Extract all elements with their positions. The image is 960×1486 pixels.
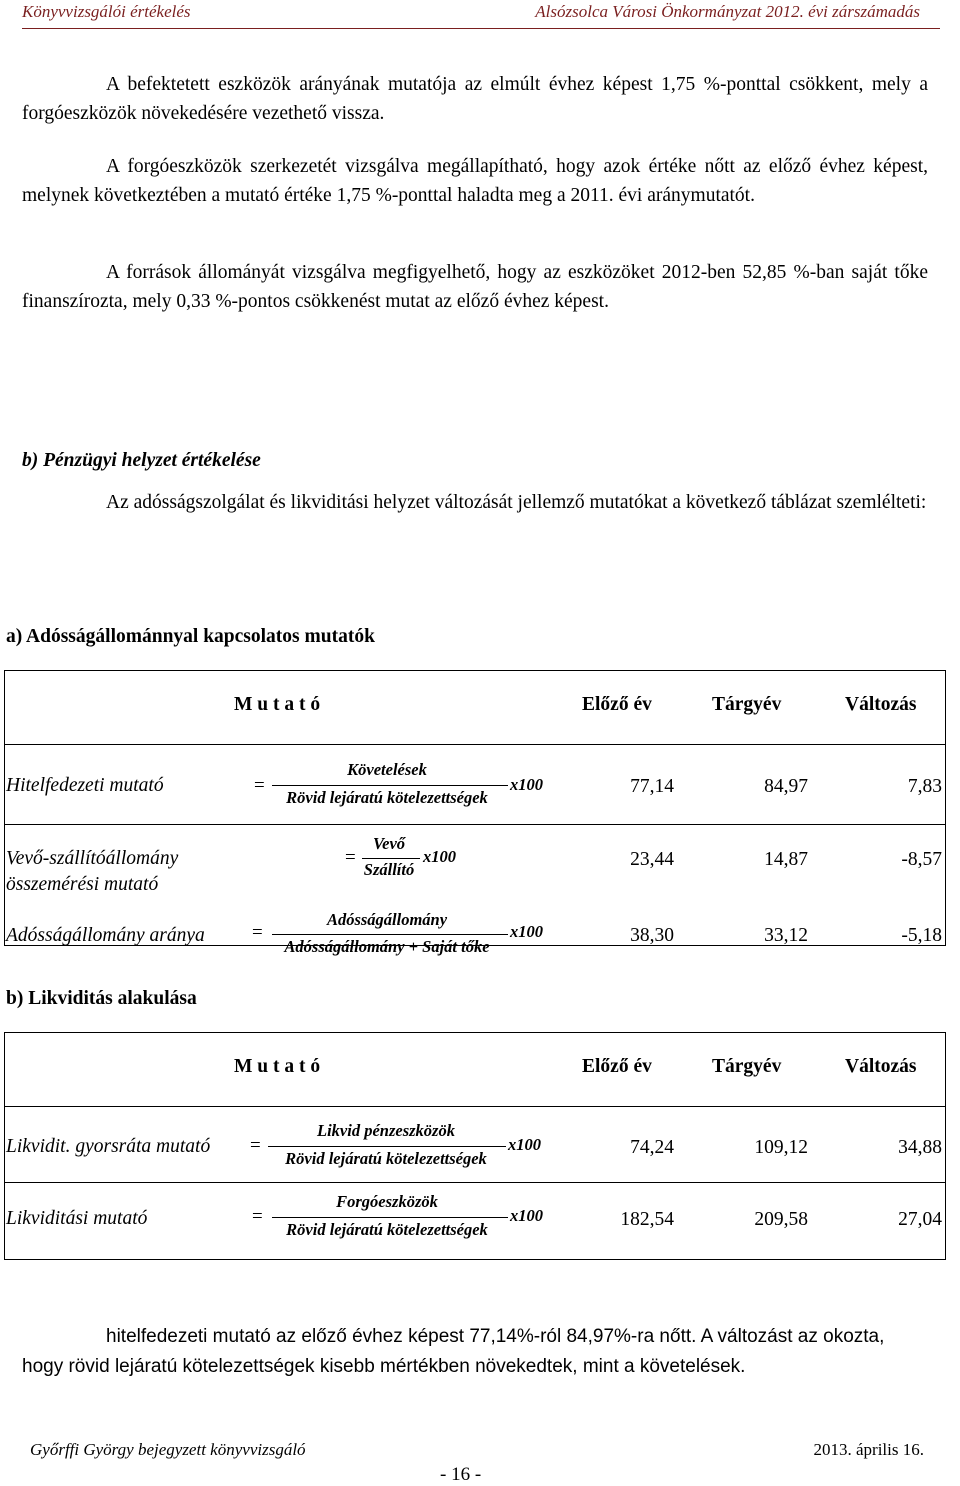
formula-eq: = bbox=[252, 922, 263, 943]
formula-eq: = bbox=[250, 1135, 261, 1156]
header-left: Könyvvizsgálói értékelés bbox=[22, 2, 191, 21]
paragraph-4: Az adósságszolgálat és likviditási helyzet változását jellemző mutatókat a következő táblázat szemlélteti: bbox=[106, 492, 927, 513]
table-b-col-prev: Előző év bbox=[582, 1056, 652, 1077]
fraction-line bbox=[272, 1217, 508, 1218]
value-change: 27,04 bbox=[898, 1209, 942, 1230]
footer-author: Győrffi György bejegyzett könyvvizsgáló bbox=[30, 1440, 306, 1459]
fraction-line bbox=[272, 785, 508, 786]
header-right: Alsózsolca Városi Önkormányzat 2012. évi zárszámadás bbox=[535, 2, 920, 21]
value-change: 34,88 bbox=[898, 1137, 942, 1158]
formula-numerator: Likvid pénzeszközök bbox=[317, 1121, 455, 1140]
formula-denominator: Szállító bbox=[363, 860, 415, 879]
paragraph-2: A forgóeszközök szerkezetét vizsgálva megállapítható, hogy azok értéke nőtt az előző évhez képest, melynek következtében a mutató értéke 1,75 %-ponttal haladta meg a 2011. évi aránymutatót. bbox=[22, 156, 928, 206]
formula-numerator: Vevő bbox=[372, 834, 406, 853]
row-label: Vevő-szállítóállomány bbox=[6, 848, 179, 869]
table-a-row-rule bbox=[4, 824, 946, 825]
formula-multiplier: x100 bbox=[510, 1206, 543, 1225]
formula-numerator: Adósságállomány bbox=[326, 910, 448, 929]
table-b-row-rule bbox=[4, 1182, 946, 1183]
formula-eq: = bbox=[254, 775, 265, 796]
header-rule bbox=[22, 28, 940, 29]
row-label: Adósságállomány aránya bbox=[6, 925, 205, 946]
paragraph-1: A befektetett eszközök arányának mutatója az elmúlt évhez képest 1,75 %-ponttal csökkent, mely a forgóeszközök növekedésére vezethető vissza. bbox=[22, 74, 928, 124]
fraction-line bbox=[362, 858, 420, 859]
formula-denominator: Rövid lejáratú kötelezettségek bbox=[286, 788, 488, 807]
table-a-col-change: Változás bbox=[845, 694, 917, 715]
formula-eq: = bbox=[345, 847, 356, 868]
table-a-col-mutato: M u t a t ó bbox=[234, 694, 321, 715]
formula-numerator: Forgóeszközök bbox=[336, 1192, 438, 1211]
row-label: Likvidit. gyorsráta mutató bbox=[6, 1136, 211, 1157]
row-label: Likviditási mutató bbox=[6, 1208, 148, 1229]
formula-multiplier: x100 bbox=[510, 775, 543, 794]
formula-denominator: Rövid lejáratú kötelezettségek bbox=[285, 1149, 487, 1168]
value-prev: 77,14 bbox=[630, 776, 674, 797]
value-prev: 38,30 bbox=[630, 925, 674, 946]
formula-multiplier: x100 bbox=[423, 847, 456, 866]
footer-date: 2013. április 16. bbox=[813, 1440, 924, 1459]
row-label: Hitelfedezeti mutató bbox=[6, 775, 164, 796]
value-curr: 84,97 bbox=[764, 776, 808, 797]
page-number: - 16 - bbox=[440, 1464, 482, 1485]
paragraph-5: hitelfedezeti mutató az előző évhez képest 77,14%-ról 84,97%-ra nőtt. A változást az okozta, hogy rövid lejáratú kötelezettségek kisebb mértékben növekedtek, mint a követelések. bbox=[22, 1326, 885, 1377]
table-a-header-rule bbox=[4, 744, 946, 745]
paragraph-3: A források állományát vizsgálva megfigyelhető, hogy az eszközöket 2012-ben 52,85 %-ban saját tőke finanszírozta, mely 0,33 %-pontos csökkenést mutat az előző évhez képest. bbox=[22, 262, 928, 312]
value-change: 7,83 bbox=[907, 776, 942, 797]
table-b-header-rule bbox=[4, 1106, 946, 1107]
formula-denominator: Adósságállomány + Saját tőke bbox=[284, 937, 490, 956]
formula-multiplier: x100 bbox=[510, 922, 543, 941]
table-a-heading: a) Adósságállománnyal kapcsolatos mutatók bbox=[6, 626, 375, 647]
section-b-heading: b) Pénzügyi helyzet értékelése bbox=[22, 450, 261, 471]
formula-denominator: Rövid lejáratú kötelezettségek bbox=[286, 1220, 488, 1239]
table-b-col-curr: Tárgyév bbox=[712, 1056, 782, 1077]
value-curr: 14,87 bbox=[764, 849, 808, 870]
value-prev: 74,24 bbox=[630, 1137, 674, 1158]
value-curr: 209,58 bbox=[754, 1209, 808, 1230]
fraction-line bbox=[272, 934, 508, 935]
fraction-line bbox=[268, 1146, 506, 1147]
value-prev: 23,44 bbox=[630, 849, 674, 870]
table-a bbox=[4, 670, 946, 946]
table-a-col-curr: Tárgyév bbox=[712, 694, 782, 715]
value-change: -8,57 bbox=[901, 849, 942, 870]
table-b-col-change: Változás bbox=[845, 1056, 917, 1077]
formula-numerator: Követelések bbox=[347, 760, 427, 779]
value-change: -5,18 bbox=[901, 925, 942, 946]
formula-eq: = bbox=[252, 1206, 263, 1227]
formula-multiplier: x100 bbox=[508, 1135, 541, 1154]
table-a-col-prev: Előző év bbox=[582, 694, 652, 715]
value-curr: 109,12 bbox=[754, 1137, 808, 1158]
row-label-cont: összemérési mutató bbox=[6, 874, 159, 895]
table-b-col-mutato: M u t a t ó bbox=[234, 1056, 321, 1077]
table-b-heading: b) Likviditás alakulása bbox=[6, 988, 197, 1009]
value-prev: 182,54 bbox=[620, 1209, 674, 1230]
value-curr: 33,12 bbox=[764, 925, 808, 946]
